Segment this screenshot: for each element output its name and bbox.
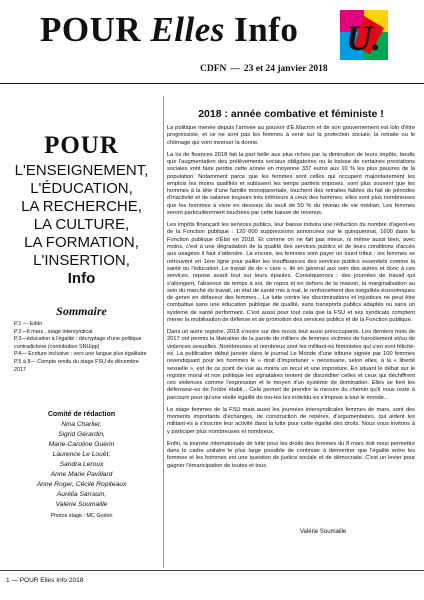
- page-footer: 1 — POUR Elles Info 2018: [6, 577, 84, 584]
- sommaire-list: [14, 321, 149, 374]
- article-paragraph: Le stage femmes de la FSU mais aussi les journées intersyndicales femmes de mars, sont des moments importants d'échanges, de construction de repères, d'argumentaires, qui aident les militant-es à s'inscrire leur activité dans la lutte pour cette égalité des droits. Nous vous invitons à y participer plus nombreuses et nombreux.: [167, 406, 415, 435]
- sommaire-title: Sommaire: [56, 304, 107, 318]
- committee-member: Nina Charlier,: [61, 421, 102, 428]
- fsu-logo-icon: [340, 10, 388, 60]
- committee-member: Laurence Le Louët,: [52, 451, 111, 458]
- masthead-rule: [0, 83, 424, 84]
- logo-letter: U.: [346, 18, 381, 58]
- committee-member: Anne Roger, Cécile Ropiteaux: [36, 481, 127, 488]
- title-info: Info: [234, 10, 299, 49]
- sommaire-item: P.4— Ecriture inclusive : vers une langue plus égalitaire: [14, 351, 147, 358]
- subject-line: LA RECHERCHE,: [21, 198, 142, 215]
- article-paragraph: La politique menée depuis l'arrivée au pouvoir d'E.Macron et de son gouvernement est loin d'être progressiste, et ce ne sont pas les femmes à venir sur la protection sociale, la retraite ou le chômage qui vont inverser la donne.: [167, 125, 415, 146]
- subject-line: L'ENSEIGNEMENT,: [14, 162, 149, 179]
- article-paragraph: Les impôts finançant les services publics, leur baisse induira une réduction du nombre d'agent-es de la Fonction publique : 120 000 suppressions annoncées sur le quinquennat, 1600 dans la Fonction publique d'État en 2018. Et comme on ne fait pas mieux, ni même aussi bien, avec moins, c'est à une dégradation de la qualité des services publics et de leurs conditions d'accès aux usagées il faut s'attendre. La encore, les femmes sont payer un lourd tribut : les femmes se retrouvent en 1ère ligne pour pallier les insuffisances des services publics essentiels comme la santé ou l'éducation. Le travail de de « care », lié en général aux soin des autres et donc à ces services, repose avant tout sur leurs épaules. Conséquences : des journées de travail qui s'allongent, l'absence de temps à soi, de repos et en dehors de la maison, la marginalisation au sein du marché du travail, un état de santé mis à mal, le renforcement des inégalités économiques de genre en défaveur des femmes... La lutte contre les discriminations et injustices ne peut être combattue sans une éducation publique de qualité, sans transports publics adaptés ou sans un système de santé performant. C'est aussi pour tout cela que la FSU et ses syndicats comptent mener la mobilisation de défense et de promotion des services publics et de la Fonction publique.: [167, 222, 415, 324]
- sommaire-item: P.1 — Edito: [14, 321, 43, 327]
- committee-member: Aurélia Sarrasin,: [56, 491, 107, 498]
- editorial-article: [167, 108, 415, 470]
- article-paragraph: Enfin, la journée internationale de lutte pour les droits des femmes du 8 mars doit nous permettre dans le cadre unitaire le plus large possible de continuer à démontrer que l'égalité entre les femmes et les hommes est une question de justice sociale et de démocratie. C'est un levier pour gagner l'émancipation de toutes et tous.: [167, 440, 415, 469]
- article-paragraph: Dans un autre registre, 2018 s'ouvre sur des reculs tout aussi préoccupants. Les derniers mois de 2017 ont permis la libération de la parole de milliers de femmes victimes de harcèlement et/ou de violences sexuelles. Nombreuses et nombreux sont les militant-es féministes qui s'en sont félicité-es. La publication début janvier dans le journal Le Monde d'une tribune signée par 100 femmes revendiquant pour les hommes le « droit d'importuner » nécessaire, selon elles, à la « liberté sexuelle », est de ce point de vue au moins un recul et une imposture. En situant le débat sur le registre moral et non politique les signataires tentent de discréditer celles et ceux qui déchiffrent ces violences comme l'expression et le moyen d'un système de domination. Elles se font les défenseur-es de l'ordre établi... Cela permet de prendre la mesure du chemin qu'il nous reste à parcourir pour qu'une réelle égalité de tou-tes les individu-es s'impose à tout le monde...: [167, 329, 415, 401]
- subject-line-info: Info: [67, 270, 96, 287]
- sommaire-item: P.2—8 mars , stage intersyndical: [14, 328, 93, 335]
- article-headline: 2018 : année combative et féministe !: [198, 108, 384, 120]
- committee-member: Anne Marie Pavillard: [50, 471, 113, 478]
- committee-member: Valérie Soumaille: [55, 501, 108, 508]
- pour-heading: [14, 132, 149, 160]
- committee-member: Marie-Caroline Guérin: [48, 441, 115, 448]
- left-column: [14, 132, 149, 374]
- committee-member: Sigrid Gérardin,: [58, 431, 105, 438]
- pour-heading-text: POUR: [44, 132, 119, 159]
- subject-line: L'INSERTION,: [33, 252, 130, 269]
- issuer: CDFN: [200, 64, 227, 74]
- column-divider: [163, 96, 164, 568]
- subjects-list: [14, 162, 149, 288]
- dateline: [200, 64, 328, 74]
- subject-line: LA FORMATION,: [24, 234, 139, 251]
- sommaire-item: P.5 à 8— Compte rendu du stage FSU de décembre 2017: [14, 358, 139, 373]
- masthead: [0, 0, 424, 88]
- article-signature: Valérie Soumaille: [300, 529, 347, 535]
- editorial-committee: [14, 411, 149, 519]
- committee-member: Sandra Leroux: [59, 461, 104, 468]
- dateline-separator: —: [230, 64, 240, 74]
- footer-rule: [0, 570, 424, 571]
- article-paragraph: La loi de finances 2018 fait la part belle aux plus riches par la diminution de leurs impôts, tandis que l'augmentation des prélèvements sociaux obligatoires ou la baisse de certaines prestations sociales vont faire perdre cette année en moyenne 337 euros aux 10 % les plus pauvres de la population. Notamment parce que les femmes sont celles qui occupent majoritairement les emplois les moins qualifiés et subissent les temps partiels imposés, sont plus souvent que les hommes à la tête d'une famille monoparentale, touchent des retraites faibles du fait de périodes d'inactivité et de salaires toujours très inférieurs à ceux des hommes, elles sont plus nombreuses que les hommes à vivre en dessous du seuil de 50 % du niveau de vie médian. Les femmes seront particulièrement touchées par cette baisse de revenus.: [167, 151, 415, 217]
- issue-date: 23 et 24 janvier 2018: [243, 64, 328, 74]
- publication-title: [40, 8, 298, 52]
- title-pour: POUR: [40, 10, 142, 49]
- sommaire-item: P.3—éducation à l'égalité : décryptage d'une politique contradictoire (contribution SNUipp): [14, 336, 142, 350]
- title-elles: Elles: [150, 10, 225, 49]
- subject-line: LA CULTURE,: [33, 216, 130, 233]
- committee-title: Comité de rédaction: [47, 411, 116, 418]
- subject-line: L'ÉDUCATION,: [30, 180, 133, 197]
- photo-credit: Photos stage : MC Guérin: [50, 513, 113, 519]
